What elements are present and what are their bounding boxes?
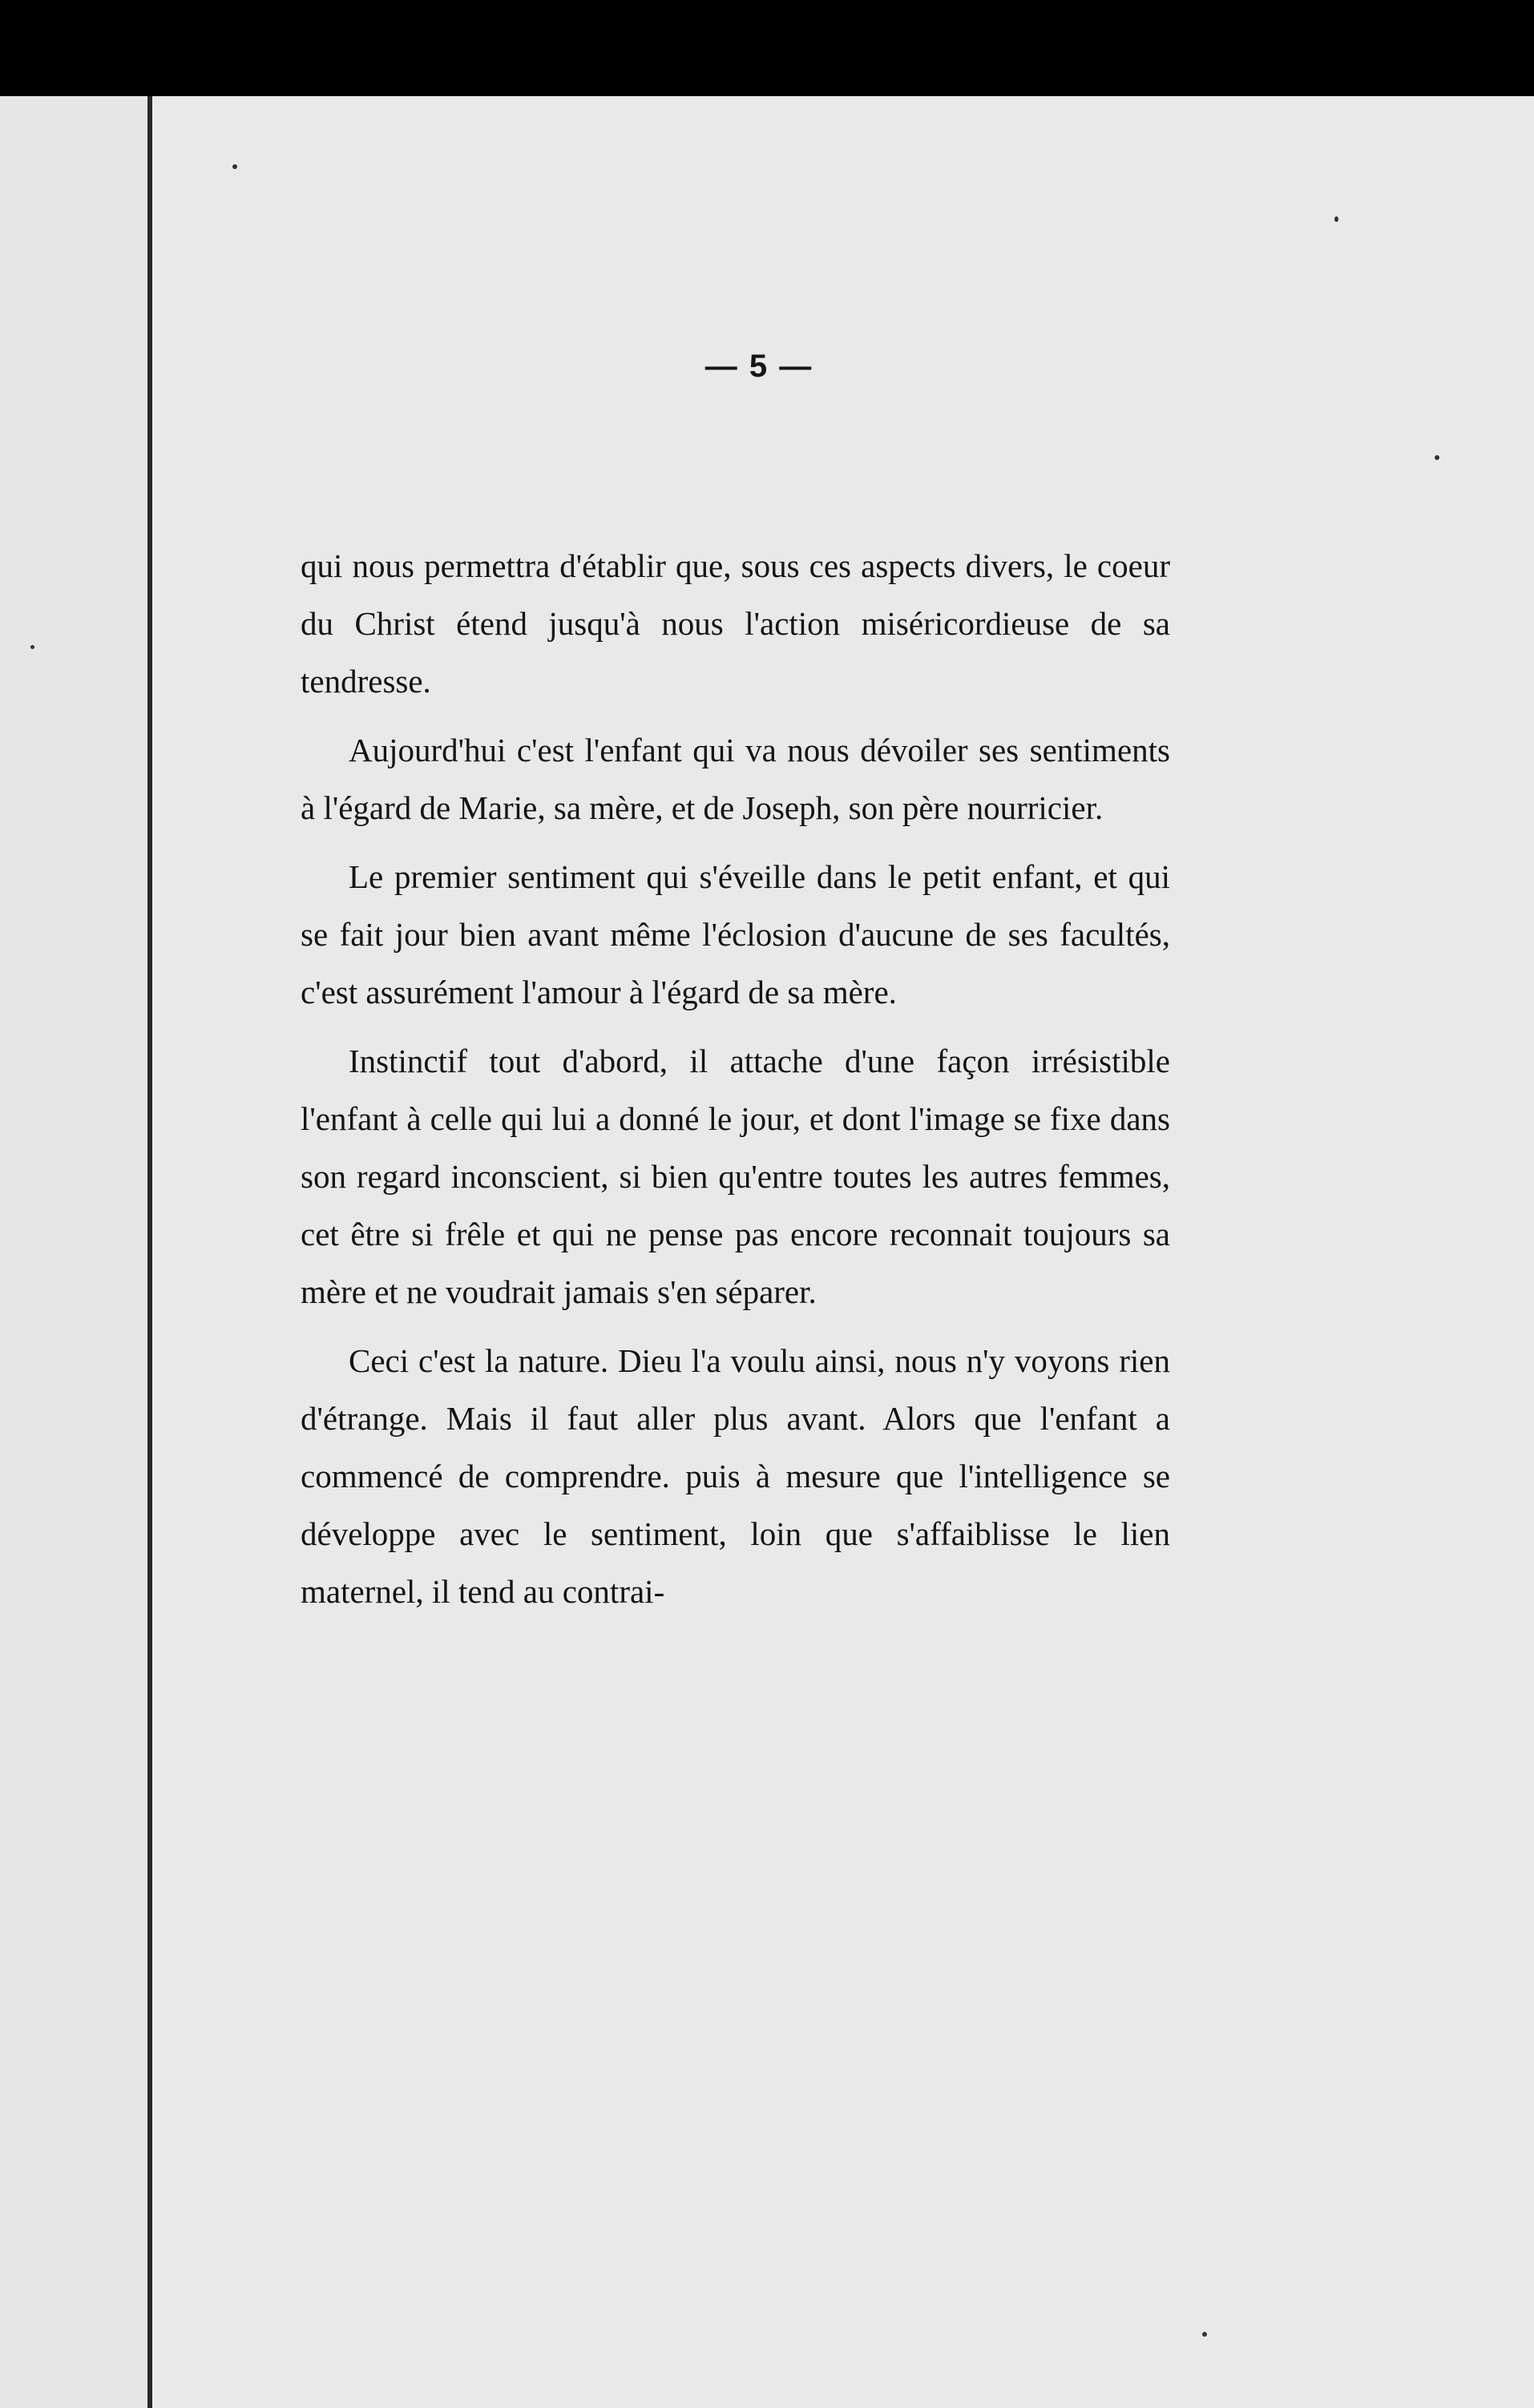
scan-speck — [30, 645, 34, 649]
page-number: — 5 — — [704, 349, 813, 384]
paragraph: qui nous permettra d'établir que, sous ces aspects divers, le coeur du Christ étend jusqu'à nous l'action miséricordieuse de sa tendresse. — [301, 547, 1170, 700]
paragraph: Ceci c'est la nature. Dieu l'a voulu ainsi, nous n'y voyons rien d'étrange. Mais il faut aller plus avant. Alors que l'enfant a commencé de comprendre. puis à mesure que l'intelligence se développe avec le sentiment, loin que s'affaiblisse le lien maternel, il tend au contrai- — [301, 1342, 1170, 1610]
paragraph: Le premier sentiment qui s'éveille dans le petit enfant, et qui se fait jour bien avant même l'éclosion d'aucune de ses facultés, c'est assurément l'amour à l'égard de sa mère. — [301, 858, 1170, 1010]
scan-speck — [1334, 216, 1338, 222]
scan-speck — [1202, 2332, 1207, 2337]
paragraph: Instinctif tout d'abord, il attache d'une façon irrésistible l'enfant à celle qui lui a donné le jour, et dont l'image se fixe dans son regard inconscient, si bien qu'entre toutes les autres femmes, cet être si frêle et qui ne pense pas encore reconnait toujours sa mère et ne voudrait jamais s'en séparer. — [301, 1043, 1170, 1310]
scan-left-margin — [0, 96, 152, 2408]
body-text — [301, 537, 1170, 1632]
paragraph: Aujourd'hui c'est l'enfant qui va nous dévoiler ses sentiments à l'égard de Marie, sa mère, et de Joseph, son père nourricier. — [301, 732, 1170, 826]
scan-speck — [232, 164, 237, 169]
scan-speck — [1435, 455, 1439, 460]
